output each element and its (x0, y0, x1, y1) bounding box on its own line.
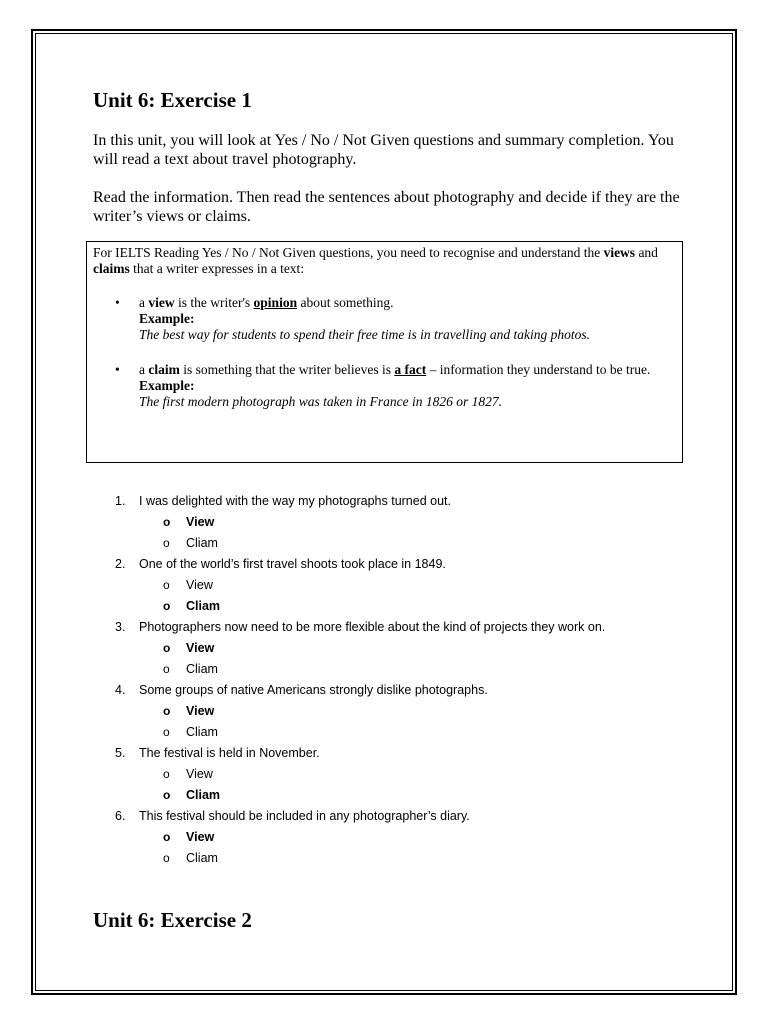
option-circle-icon: o (163, 767, 170, 781)
question-1 (115, 493, 451, 509)
option-label: Cliam (186, 788, 221, 802)
q1-option-view[interactable] (163, 514, 214, 530)
example-label: Example: (139, 378, 195, 393)
option-circle-icon: o (163, 851, 170, 865)
question-number: 2. (115, 557, 126, 571)
info-lead (93, 245, 673, 277)
info-item-view (115, 295, 669, 343)
option-label: View (186, 830, 215, 844)
example-label: Example: (139, 311, 195, 326)
question-2 (115, 556, 446, 572)
info-lead-views: views (603, 245, 636, 260)
info-box (86, 241, 683, 463)
bullet-icon: • (115, 295, 120, 310)
q5-option-claim[interactable] (163, 787, 220, 803)
info-lead-claims: claims (93, 261, 130, 276)
page-border-inner (35, 33, 733, 991)
info-item-mid: is the writer's (174, 295, 254, 310)
option-label: Cliam (186, 851, 218, 865)
question-text: I was delighted with the way my photographs turned out. (139, 494, 451, 508)
info-item-end: about something. (297, 295, 394, 310)
question-5 (115, 745, 320, 761)
option-circle-icon: o (163, 515, 171, 529)
q2-option-claim[interactable] (163, 598, 220, 614)
q4-option-view[interactable] (163, 703, 214, 719)
option-circle-icon: o (163, 641, 171, 655)
option-label: Cliam (186, 599, 221, 613)
question-number: 5. (115, 746, 126, 760)
option-label: View (186, 578, 213, 592)
question-text: This festival should be included in any photographer’s diary. (139, 809, 470, 823)
q1-option-claim[interactable] (163, 535, 218, 551)
q3-option-view[interactable] (163, 640, 214, 656)
question-4 (115, 682, 488, 698)
q6-option-view[interactable] (163, 829, 214, 845)
q3-option-claim[interactable] (163, 661, 218, 677)
question-text: Photographers now need to be more flexible about the kind of projects they work on. (139, 620, 606, 634)
option-label: View (186, 767, 213, 781)
question-number: 6. (115, 809, 126, 823)
option-circle-icon: o (163, 830, 171, 844)
info-lead-text-end: that a writer expresses in a text: (129, 261, 305, 276)
info-lead-text: For IELTS Reading Yes / No / Not Given questions, you need to recognise and understand the (93, 245, 604, 260)
question-number: 4. (115, 683, 126, 697)
info-item-term: view (148, 295, 175, 310)
option-circle-icon: o (163, 578, 170, 592)
exercise-2-title: Unit 6: Exercise 2 (93, 908, 252, 932)
option-label: View (186, 641, 215, 655)
info-item-key: a fact (394, 362, 427, 377)
option-label: Cliam (186, 662, 218, 676)
info-item-key: opinion (253, 295, 298, 310)
option-circle-icon: o (163, 725, 170, 739)
q5-option-view[interactable] (163, 766, 213, 782)
option-circle-icon: o (163, 599, 171, 613)
question-text: The festival is held in November. (139, 746, 320, 760)
option-label: Cliam (186, 725, 218, 739)
example-text: The first modern photograph was taken in France in 1826 or 1827. (139, 394, 502, 409)
info-item-term: claim (148, 362, 180, 377)
question-3 (115, 619, 605, 635)
intro-paragraph-1: In this unit, you will look at Yes / No / Not Given questions and summary completion. You will read a text about travel photography. (93, 132, 674, 168)
question-number: 3. (115, 620, 126, 634)
info-item-mid: is something that the writer believes is (179, 362, 395, 377)
info-item-claim (115, 362, 669, 410)
option-label: View (186, 704, 215, 718)
question-text: One of the world’s first travel shoots took place in 1849. (139, 557, 446, 571)
info-item-a: a (139, 295, 149, 310)
option-circle-icon: o (163, 536, 170, 550)
exercise-1-title: Unit 6: Exercise 1 (93, 88, 252, 112)
question-number: 1. (115, 494, 126, 508)
option-circle-icon: o (163, 788, 171, 802)
info-lead-and: and (635, 245, 658, 260)
option-label: View (186, 515, 215, 529)
q2-option-view[interactable] (163, 577, 213, 593)
info-item-a: a (139, 362, 149, 377)
question-text: Some groups of native Americans strongly dislike photographs. (139, 683, 488, 697)
q4-option-claim[interactable] (163, 724, 218, 740)
intro-paragraph-2: Read the information. Then read the sentences about photography and decide if they are the writer’s views or claims. (93, 189, 680, 225)
example-text: The best way for students to spend their free time is in travelling and taking photos. (139, 327, 590, 342)
option-circle-icon: o (163, 662, 170, 676)
q6-option-claim[interactable] (163, 850, 218, 866)
option-circle-icon: o (163, 704, 171, 718)
option-label: Cliam (186, 536, 218, 550)
question-6 (115, 808, 470, 824)
bullet-icon: • (115, 362, 120, 377)
info-item-end: – information they understand to be true. (426, 362, 651, 377)
